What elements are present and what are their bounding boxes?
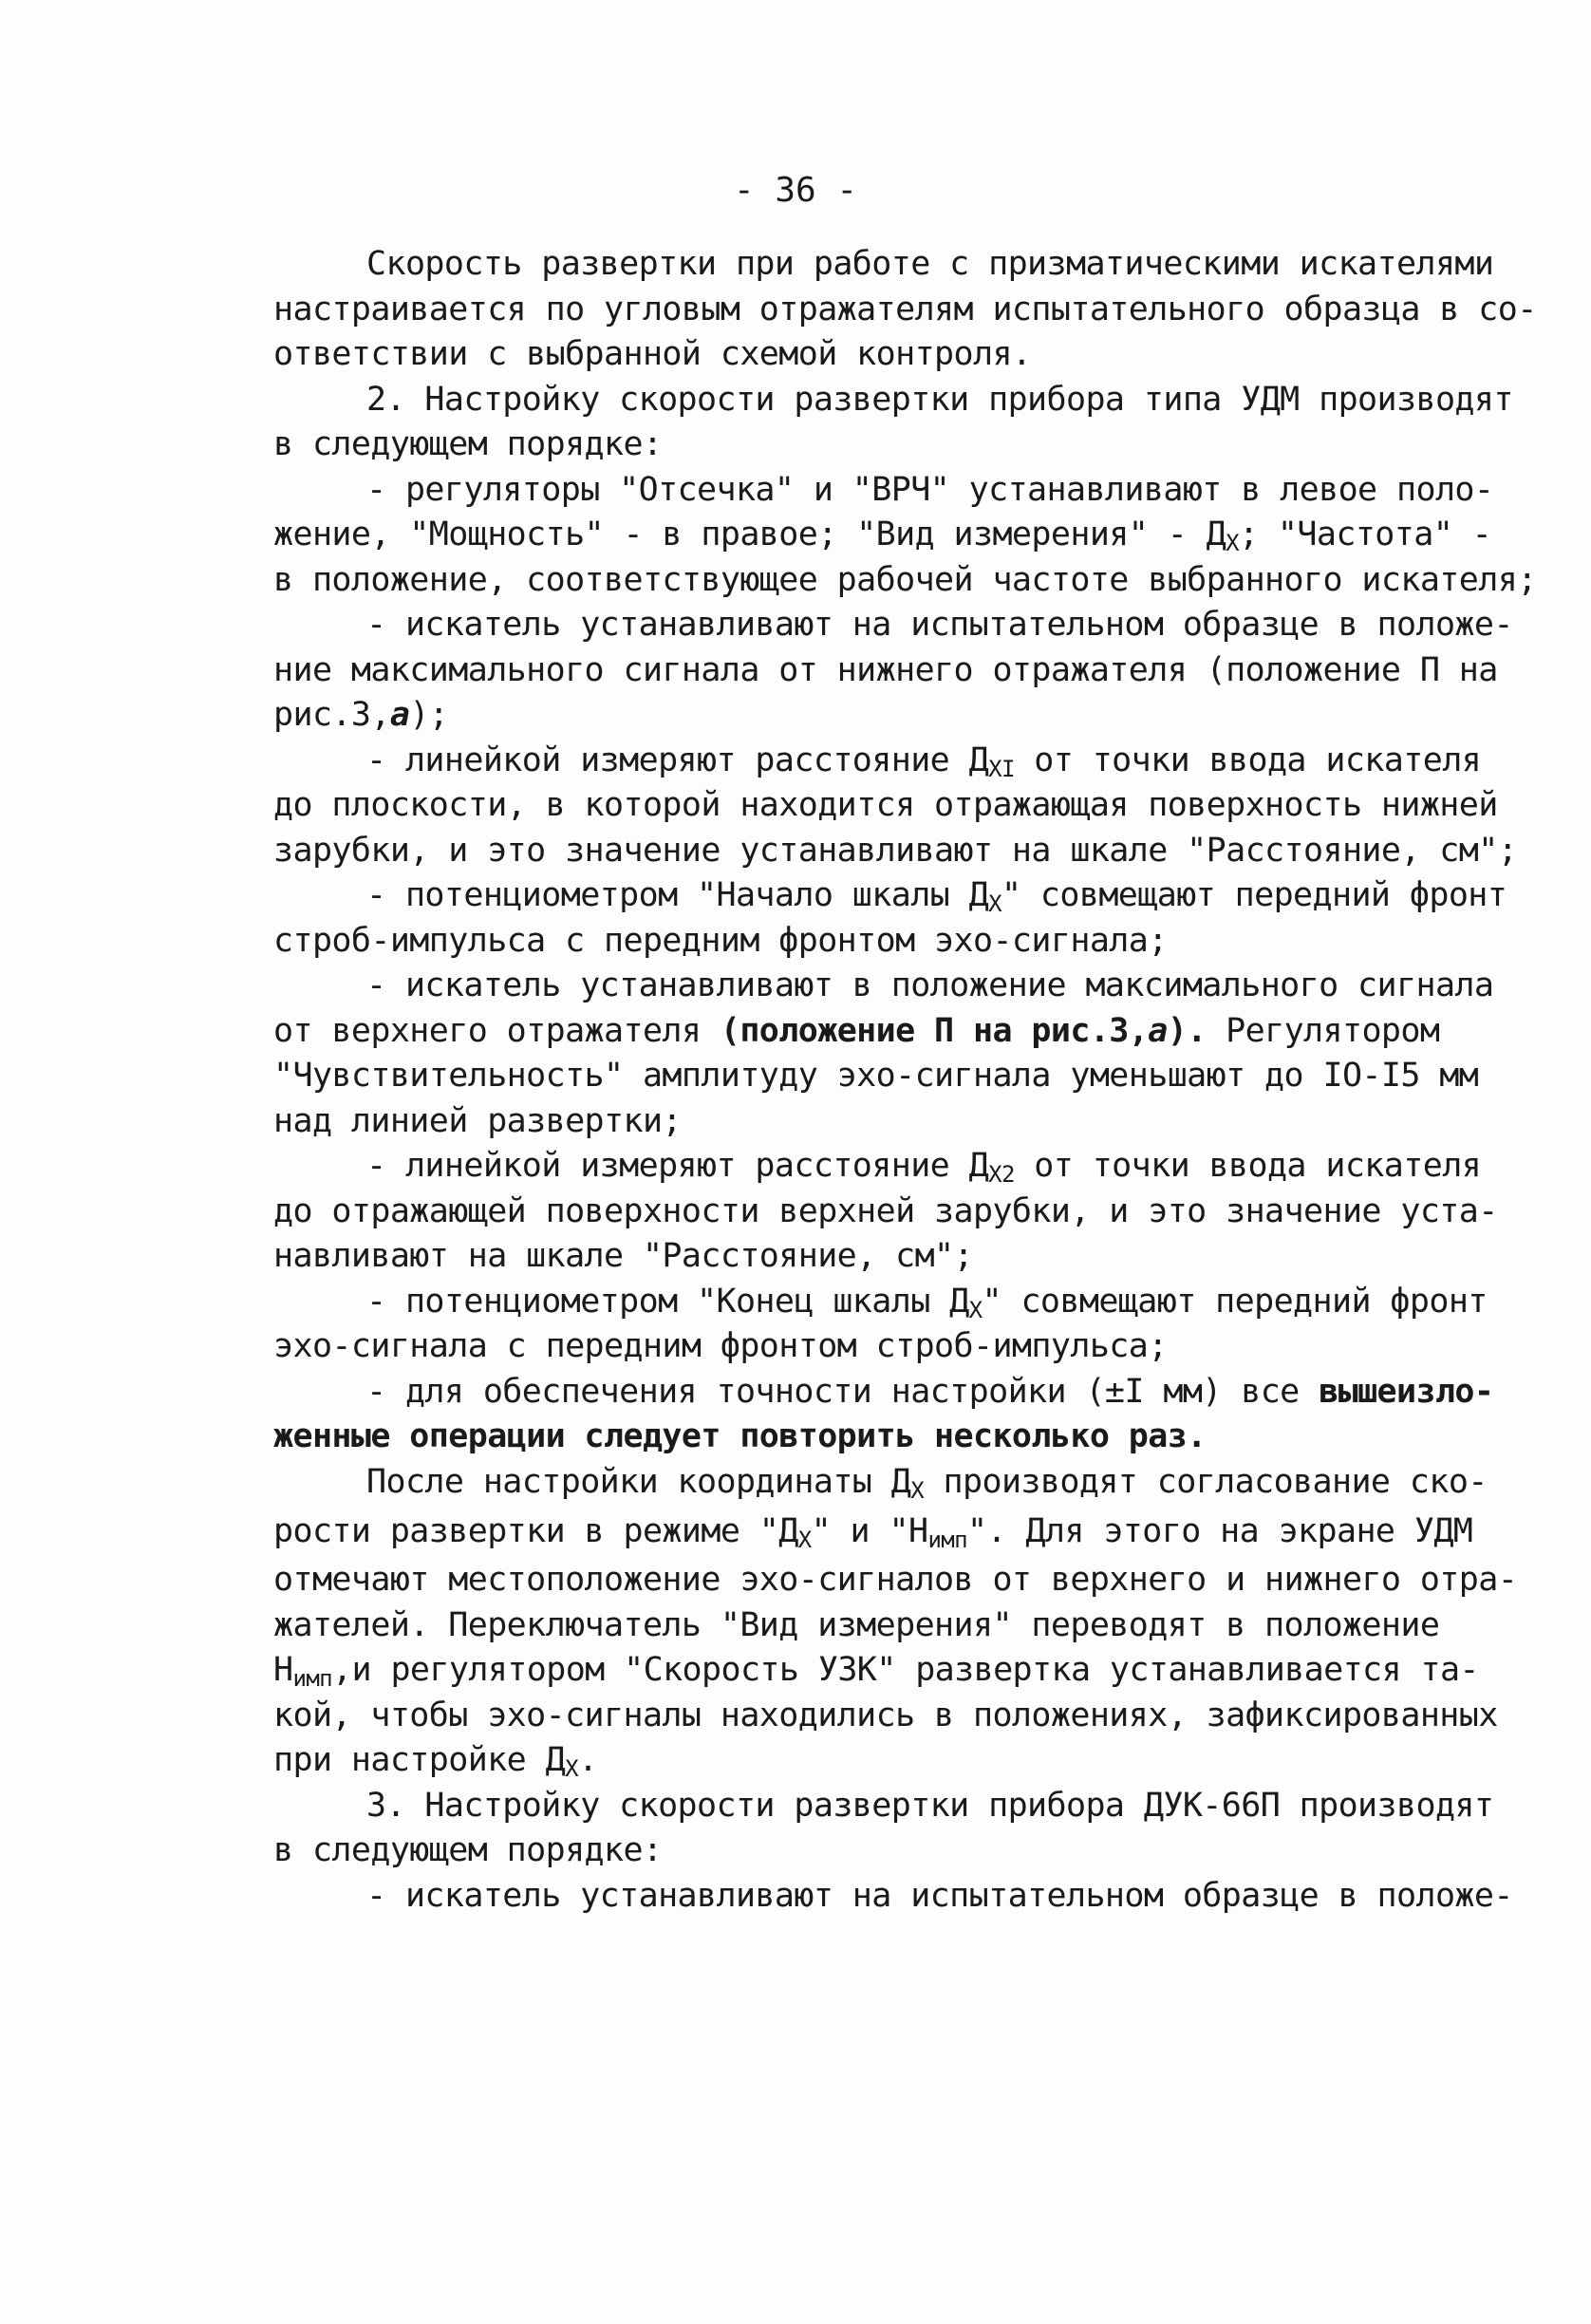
text-run: Н: [273, 1651, 293, 1689]
page-number: - 36 -: [733, 171, 858, 210]
text-run: кой, чтобы эхо-сигналы находились в положениях, зафиксированных: [273, 1696, 1498, 1734]
text-line: [273, 332, 1451, 378]
text-line: [273, 1370, 1494, 1415]
text-line: [273, 1648, 1479, 1694]
text-line: [273, 1603, 1451, 1649]
text-run: - искатель устанавливают на испытательном образце в положе-: [366, 606, 1513, 644]
text-line: [273, 468, 1494, 514]
text-line: [273, 1784, 1494, 1829]
text-run: - потенциометром "Конец шкалы Д: [366, 1282, 969, 1321]
bold-text: вышеизло-: [1319, 1372, 1494, 1411]
text-run: строб-импульса с передним фронтом эхо-сигнала;: [273, 921, 1168, 960]
text-run: - искатель устанавливают на испытательном образце в положе-: [366, 1876, 1513, 1915]
text-run: зарубки, и это значение устанавливают на шкале "Расстояние, см";: [273, 831, 1518, 870]
text-line: [273, 1054, 1479, 1099]
text-line: [273, 1280, 1488, 1325]
text-line: [273, 964, 1494, 1009]
text-line: [273, 1190, 1498, 1235]
text-line: [273, 1828, 1451, 1874]
text-run: рис.3,: [273, 696, 390, 734]
text-line: [273, 919, 1451, 965]
text-line: [273, 1234, 1451, 1280]
text-run: "Чувствительность" амплитуду эхо-сигнала уменьшают до IO-I5 мм: [273, 1057, 1479, 1095]
text-line: [273, 603, 1513, 648]
text-run: - линейкой измеряют расстояние Д: [366, 1147, 989, 1185]
text-run: до отражающей поверхности верхней зарубки, и это значение уста-: [273, 1191, 1498, 1230]
subscript: ХI: [988, 755, 1015, 782]
text-line: [273, 1505, 1473, 1558]
subscript: Х: [797, 1527, 812, 1553]
bold-text: (положение П на рис.3,: [720, 1011, 1149, 1050]
text-line: [273, 288, 1537, 333]
text-run: 2. Настройку скорости развертки прибора типа УДМ производят: [366, 380, 1513, 419]
text-run: эхо-сигнала с передним фронтом строб-импульса;: [273, 1327, 1168, 1365]
subscript: Х: [910, 1476, 925, 1504]
text-run: " совмещают передний фронт: [1001, 876, 1507, 914]
text-run: " и "Н: [811, 1512, 928, 1550]
text-run: " совмещают передний фронт: [982, 1282, 1488, 1321]
text-line: [273, 829, 1518, 874]
text-run: 3. Настройку скорости развертки прибора ДУК-66П производят: [366, 1786, 1494, 1825]
text-run: - искатель устанавливают в положение максимального сигнала: [366, 966, 1494, 1004]
text-line: [273, 1144, 1482, 1190]
bold-text: ).: [1167, 1011, 1207, 1050]
text-line: [273, 1009, 1451, 1055]
text-run: настраивается по угловым отражателям испытательного образца в со-: [273, 290, 1537, 328]
text-line: [273, 739, 1482, 784]
text-line: [273, 783, 1498, 829]
subscript: Х: [1226, 530, 1239, 556]
text-run: в положение, соответствующее рабочей частоте выбранного искателя;: [273, 560, 1537, 599]
subscript: Х: [988, 890, 1001, 917]
text-line: [273, 1324, 1451, 1370]
text-run: от точки ввода искателя: [1014, 740, 1482, 779]
text-run: Регулятором: [1206, 1011, 1440, 1050]
text-run: ". Для этого на экране УДМ: [967, 1512, 1473, 1550]
subscript: Х2: [988, 1161, 1015, 1188]
text-line: [273, 1874, 1513, 1920]
body-text: [273, 242, 1537, 1919]
text-line: [273, 422, 1451, 468]
subscript: Х: [565, 1755, 578, 1782]
text-line: [273, 873, 1507, 919]
text-run: навливают на шкале "Расстояние, см";: [273, 1237, 973, 1275]
text-run: жателей. Переключатель "Вид измерения" переводят в положение: [273, 1605, 1440, 1644]
text-line: [273, 242, 1494, 288]
subscript: Х: [968, 1296, 983, 1323]
text-run: После настройки координаты Д: [366, 1462, 911, 1501]
text-line: [273, 378, 1513, 423]
text-line: [273, 558, 1537, 604]
text-run: - потенциометром "Начало шкалы Д: [366, 876, 989, 914]
text-run: - для обеспечения точности настройки (±I мм) все: [366, 1372, 1320, 1411]
text-run: - линейкой измеряют расстояние Д: [366, 740, 989, 779]
text-run: при настройке Д: [273, 1741, 566, 1779]
text-line: [273, 1738, 1451, 1784]
text-run: над линией развертки;: [273, 1101, 682, 1140]
text-run: в следующем порядке:: [273, 425, 663, 463]
text-run: отмечают местоположение эхо-сигналов от верхнего и нижнего отра-: [273, 1561, 1518, 1599]
text-run: производят согласование ско-: [924, 1462, 1488, 1501]
figure-letter: а: [389, 696, 410, 734]
text-line: [273, 1099, 1451, 1145]
text-run: от верхнего отражателя: [273, 1011, 721, 1050]
text-run: рости развертки в режиме "Д: [273, 1512, 798, 1550]
text-line: [273, 693, 1451, 739]
subscript: имп: [927, 1527, 968, 1553]
text-run: ответствии с выбранной схемой контроля.: [273, 335, 1032, 373]
text-run: );: [409, 696, 449, 734]
bold-text: женные операции следует повторить несколько раз.: [273, 1417, 1207, 1455]
text-line: [273, 1460, 1488, 1506]
text-run: жение, "Мощность" - в правое; "Вид измерения" - Д: [273, 515, 1226, 553]
text-line: [273, 648, 1498, 694]
text-run: в следующем порядке:: [273, 1831, 663, 1869]
text-run: - регуляторы "Отсечка" и "ВРЧ" устанавливают в левое поло-: [366, 470, 1494, 509]
text-run: .: [577, 1741, 598, 1779]
text-line: [273, 1415, 1451, 1460]
text-run: ; "Частота" -: [1238, 515, 1492, 553]
text-line: [273, 1558, 1518, 1603]
text-run: до плоскости, в которой находится отражающая поверхность нижней: [273, 786, 1498, 824]
text-run: Скорость развертки при работе с призматическими искателями: [366, 245, 1494, 283]
text-run: ние максимального сигнала от нижнего отражателя (положение П на: [273, 650, 1498, 689]
text-line: [273, 513, 1492, 558]
text-line: [273, 1694, 1498, 1739]
text-run: от точки ввода искателя: [1014, 1147, 1482, 1185]
subscript: имп: [292, 1665, 333, 1692]
figure-letter: а: [1148, 1011, 1168, 1050]
text-run: ,и регулятором "Скорость УЗК" развертка устанавливается та-: [332, 1651, 1479, 1689]
